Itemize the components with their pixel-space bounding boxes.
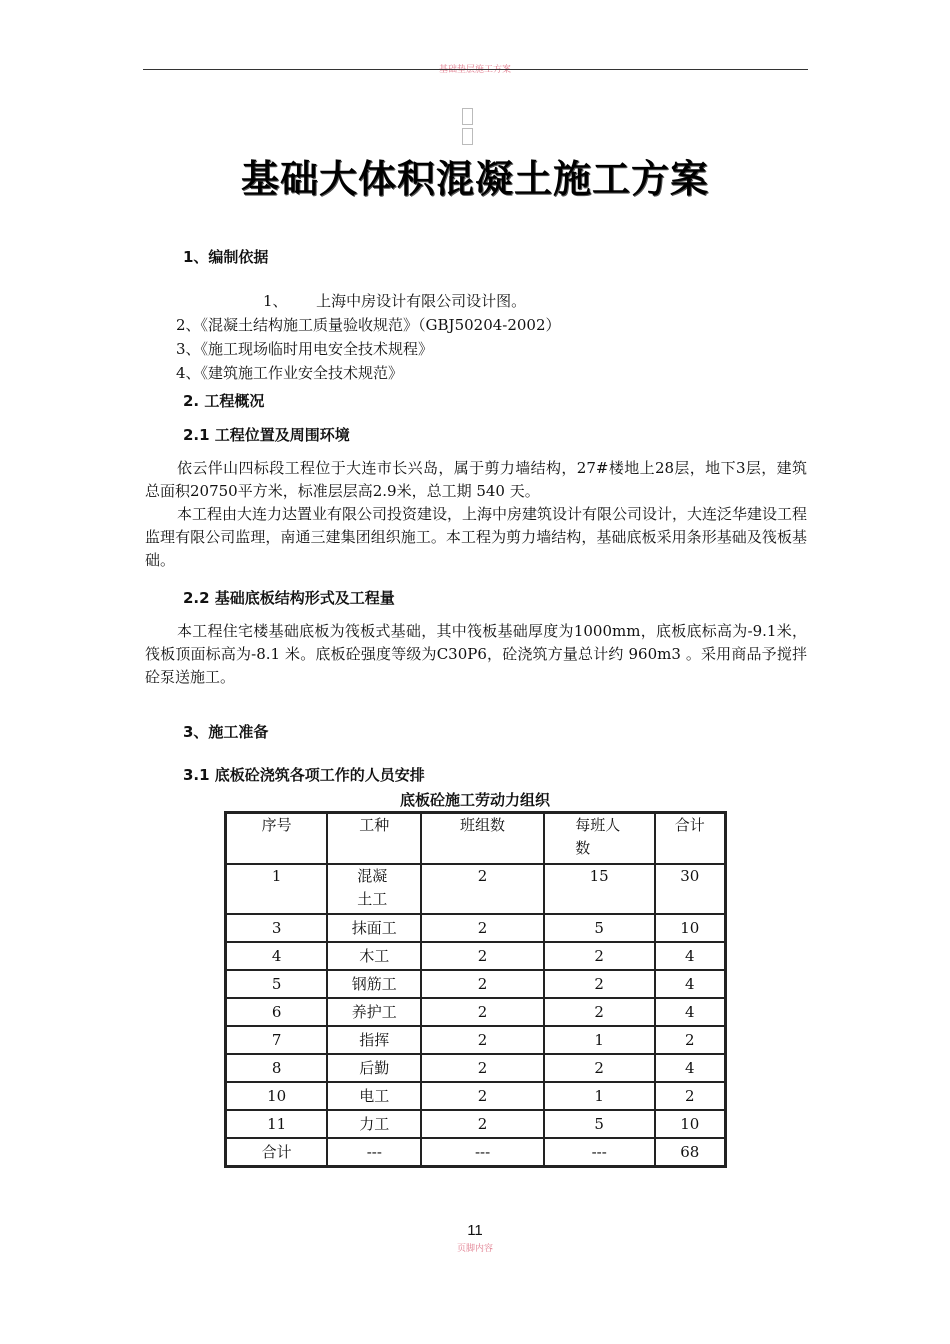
table-cell: 30	[655, 864, 725, 914]
table-row	[226, 1054, 725, 1082]
table-row	[226, 942, 725, 970]
table-header-cell: 工种	[327, 813, 421, 864]
table-cell: 5	[226, 970, 327, 998]
paragraph: 本工程住宅楼基础底板为筏板式基础，其中筏板基础厚度为1000mm，底板底标高为-9.1米，筏板顶面标高为-8.1 米。底板砼强度等级为C30P6，砼浇筑方量总计约 960m3 。采用商品予搅拌砼泵送施工。	[145, 622, 807, 686]
table-cell: 2	[421, 1054, 544, 1082]
table-row	[226, 1026, 725, 1054]
table-cell: 抹面工	[327, 914, 421, 942]
table-header-cell: 合计	[655, 813, 725, 864]
table-cell: 2	[421, 998, 544, 1026]
table-cell: 7	[226, 1026, 327, 1054]
table-cell: 指挥	[327, 1026, 421, 1054]
paragraph: 依云伴山四标段工程位于大连市长兴岛，属于剪力墙结构，27#楼地上28层，地下3层，建筑总面积20750平方米，标准层层高2.9米，总工期 540 天。	[145, 459, 807, 500]
table-cell: 4	[655, 970, 725, 998]
table-cell: 4	[655, 942, 725, 970]
table-cell: 10	[655, 914, 725, 942]
table-cell: 2	[655, 1082, 725, 1110]
table-cell: 2	[655, 1026, 725, 1054]
page-number: 11	[467, 1222, 483, 1239]
reference-item: 3、《施工现场临时用电安全技术规程》	[176, 340, 434, 358]
image-placeholder-icon	[462, 108, 473, 125]
table-cell: ---	[544, 1138, 655, 1166]
table-caption: 底板砼施工劳动力组织	[399, 791, 550, 809]
table-cell: 电工	[327, 1082, 421, 1110]
section-3-heading: 3、施工准备	[183, 723, 269, 741]
table-cell: 4	[226, 942, 327, 970]
table-cell: 2	[544, 970, 655, 998]
table-cell: 3	[226, 914, 327, 942]
table-cell: 后勤	[327, 1054, 421, 1082]
table-cell: ---	[421, 1138, 544, 1166]
table-cell: 1	[544, 1026, 655, 1054]
image-placeholder-icon	[462, 128, 473, 145]
table-cell: 钢筋工	[327, 970, 421, 998]
table-cell: 5	[544, 1110, 655, 1138]
table-cell: 2	[421, 864, 544, 914]
table-header-cell: 班组数	[421, 813, 544, 864]
table-cell: 养护工	[327, 998, 421, 1026]
table-cell: 2	[421, 1110, 544, 1138]
table-cell: 力工	[327, 1110, 421, 1138]
section-2-heading: 2. 工程概况	[183, 392, 265, 410]
table-cell: 2	[421, 914, 544, 942]
table-cell: 合计	[226, 1138, 327, 1166]
table-cell: 2	[544, 1054, 655, 1082]
table-cell: 混凝土工	[327, 864, 421, 914]
table-cell: 8	[226, 1054, 327, 1082]
table-row	[226, 914, 725, 942]
header-divider	[143, 69, 808, 70]
table-cell: ---	[327, 1138, 421, 1166]
table-cell: 10	[226, 1082, 327, 1110]
table-cell: 2	[421, 942, 544, 970]
labor-table	[224, 811, 727, 1168]
table-cell: 2	[544, 942, 655, 970]
table-cell: 木工	[327, 942, 421, 970]
reference-item: 4、《建筑施工作业安全技术规范》	[176, 364, 404, 382]
paragraph: 本工程由大连力达置业有限公司投资建设，上海中房建筑设计有限公司设计，大连泛华建设工程监理有限公司监理，南通三建集团组织施工。本工程为剪力墙结构，基础底板采用条形基础及筏板基础。	[145, 505, 808, 569]
table-cell: 10	[655, 1110, 725, 1138]
table-cell: 5	[544, 914, 655, 942]
page-header-text: 基础垫层施工方案	[438, 65, 511, 75]
table-total-row	[226, 1138, 725, 1166]
table-cell: 2	[544, 998, 655, 1026]
table-cell: 4	[655, 1054, 725, 1082]
table-row	[226, 864, 725, 914]
table-cell: 1	[226, 864, 327, 914]
table-header-cell: 序号	[226, 813, 327, 864]
table-cell: 4	[655, 998, 725, 1026]
section-3-1-heading: 3.1 底板砼浇筑各项工作的人员安排	[183, 766, 425, 784]
section-2-2-heading: 2.2 基础底板结构形式及工程量	[183, 589, 395, 607]
table-row	[226, 1082, 725, 1110]
table-row	[226, 1110, 725, 1138]
page-footer-text: 页脚内容	[456, 1244, 493, 1254]
section-1-heading: 1、编制依据	[183, 248, 269, 266]
reference-item: 1、 上海中房设计有限公司设计图。	[263, 292, 527, 310]
table-header-cell: 每班人数	[544, 813, 655, 864]
reference-item: 2、《混凝土结构施工质量验收规范》（GBJ50204-2002）	[176, 316, 561, 334]
section-2-1-heading: 2.1 工程位置及周围环境	[183, 426, 350, 444]
table-cell: 11	[226, 1110, 327, 1138]
table-header-row	[226, 813, 725, 864]
table-cell: 68	[655, 1138, 725, 1166]
table-cell: 15	[544, 864, 655, 914]
table-row	[226, 970, 725, 998]
table-cell: 1	[544, 1082, 655, 1110]
table-row	[226, 998, 725, 1026]
table-cell: 6	[226, 998, 327, 1026]
document-title: 基础大体积混凝土施工方案	[240, 157, 709, 201]
table-cell: 2	[421, 1026, 544, 1054]
table-cell: 2	[421, 1082, 544, 1110]
table-cell: 2	[421, 970, 544, 998]
